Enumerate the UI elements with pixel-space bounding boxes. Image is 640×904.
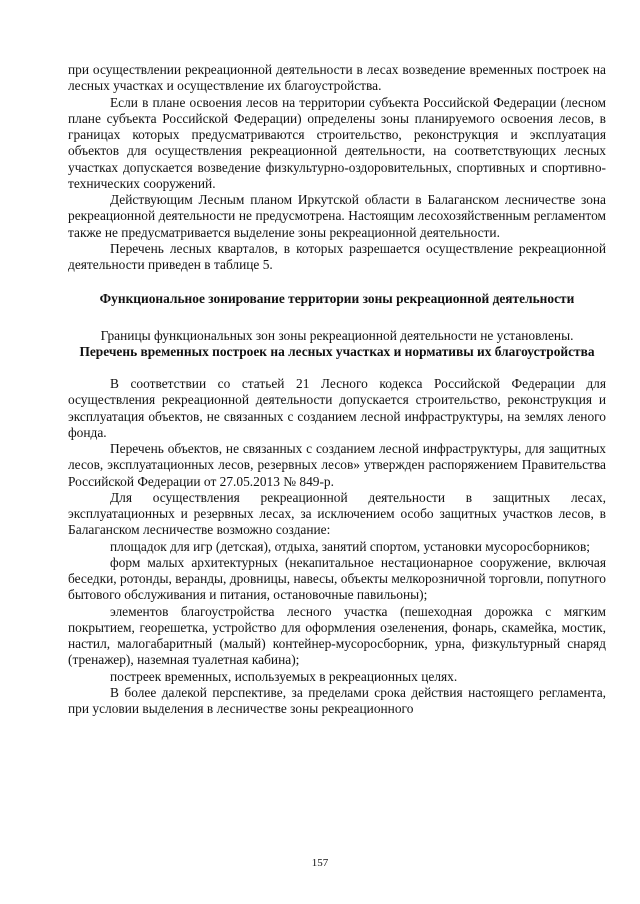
list-item-playgrounds: площадок для игр (детская), отдыха, занятий спортом, установки мусоросборников; xyxy=(110,538,590,554)
list-item-improvement-elements: элементов благоустройства лесного участка (пешеходная дорожка с мягким покрытием, георешетка, устройство для оформления озеленения, фонарь, скамейка, мостик, настил, малогабаритный (малый) контейнер-мусоросборник, урна, физкультурный снаряд (тренажер), наземная туалетная кабина); xyxy=(68,603,606,668)
paragraph-objects-list: Перечень объектов, не связанных с созданием лесной инфраструктуры, для защитных лесов, эксплуатационных лесов, резервных лесов» утвержден распоряжением Правительства Российской Федерации от 27.05.2013 № 849-р. xyxy=(68,441,606,489)
page-number: 157 xyxy=(311,857,329,869)
list-item-small-forms: форм малых архитектурных (некапитальное нестационарное сооружение, включая беседки, ротонды, веранды, дровницы, навесы, объекты мелкорозничной торговли, попутного бытового обслуживания и питания, остановочные павильоны); xyxy=(68,554,606,603)
paragraph-forest-code: В соответствии со статьей 21 Лесного кодекса Российской Федерации для осуществления рекреационной деятельности допускается строительство, реконструкция и эксплуатация объектов, не связанных с созданием лесной инфраструктуры, на землях леного фонда. xyxy=(68,376,606,440)
paragraph-forest-plan-zones: Если в плане освоения лесов на территории субъекта Российской Федерации (лесном плане субъекта Российской Федерации) определены зоны планируемого освоения лесов, в границах которых предусматриваются строительство, реконструкция и эксплуатация объектов для осуществления рекреационной деятельности, на соответствующих лесных участках допускается возведение физкультурно-оздоровительных, спортивных и спортивно-технических сооружений. xyxy=(68,94,606,191)
paragraph-irkutsk-plan: Действующим Лесным планом Иркутской области в Балаганском лесничестве зона рекреационной деятельности не предусмотрена. Настоящим лесохозяйственным регламентом также не предусматривается выделение зоны рекреационной деятельности. xyxy=(68,192,606,240)
paragraph-perspective: В более далекой перспективе, за пределами срока действия настоящего регламента, при условии выделения в лесничестве зоны рекреационного xyxy=(68,684,606,716)
paragraph-possible-creation: Для осуществления рекреационной деятельности в защитных лесах, эксплуатационных и резервных лесах, за исключением особо защитных участков лесов, в Балаганском лесничестве возможно создание: xyxy=(68,489,606,538)
page-body xyxy=(68,62,606,717)
paragraph-zones-note: Границы функциональных зон зоны рекреационной деятельности не установлены. xyxy=(100,327,574,343)
list-item-temporary-buildings: постреек временных, используемых в рекреационных целях. xyxy=(110,668,458,684)
paragraph-continuation: при осуществлении рекреационной деятельности в лесах возведение временных построек на лесных участках и осуществление их благоустройства. xyxy=(68,62,606,94)
section-heading-temporary-buildings: Перечень временных построек на лесных участках и нормативы их благоустройства xyxy=(79,343,595,359)
paragraph-quarters-list: Перечень лесных кварталов, в которых разрешается осуществление рекреационной деятельности приведен в таблице 5. xyxy=(68,240,606,272)
section-heading-zoning: Функциональное зонирование территории зоны рекреационной деятельности xyxy=(99,291,575,307)
